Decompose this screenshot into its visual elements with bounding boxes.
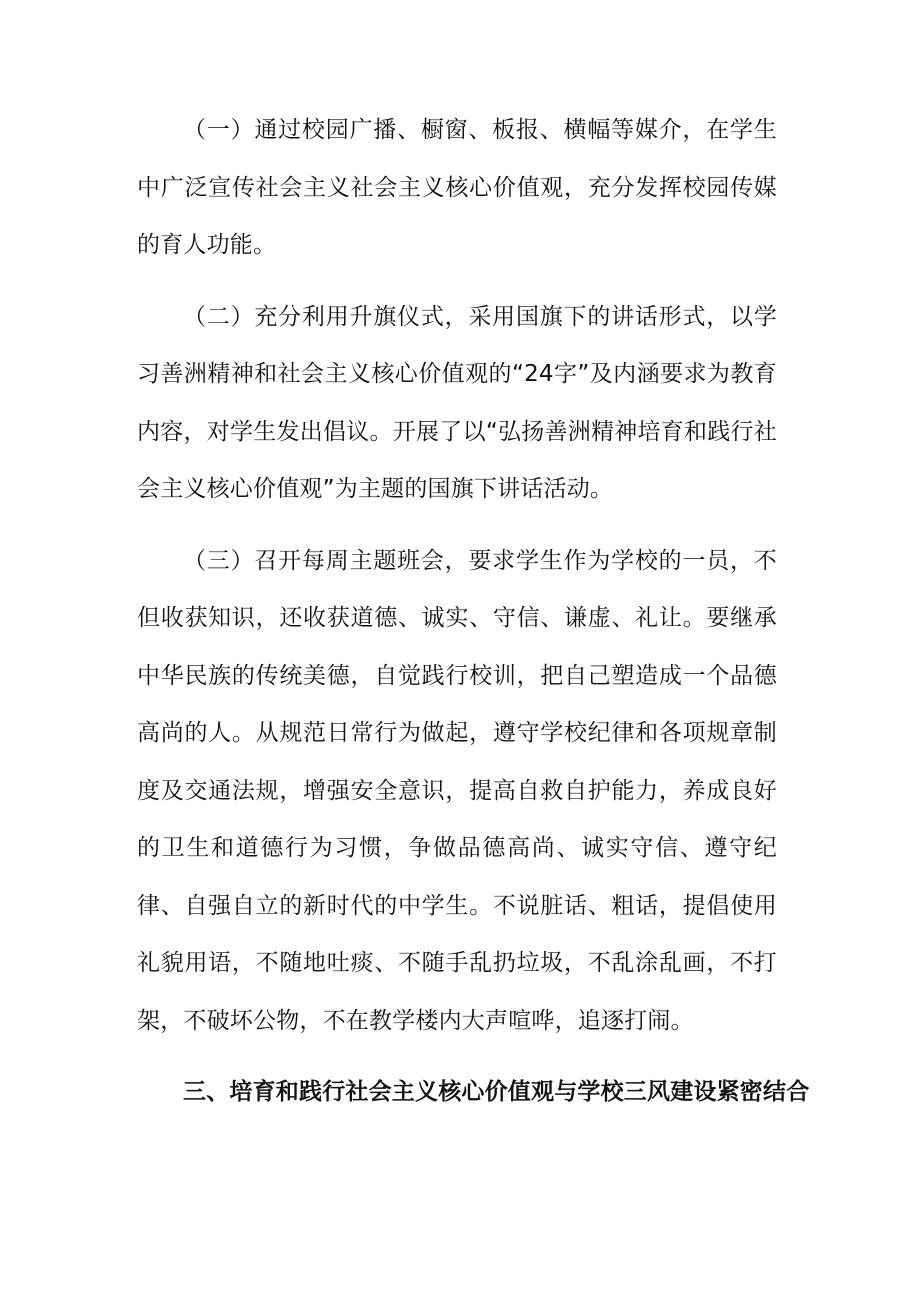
paragraph-2: （二）充分利用升旗仪式，采用国旗下的讲话形式，以学习善洲精神和社会主义核心价值观的“24字”及内涵要求为教育内容，对学生发出倡议。开展了以“弘扬善洲精神培育和践行社会主义核心价值观”为主题的国旗下讲话活动。 xyxy=(137,303,777,502)
paragraph-1: （一）通过校园广播、橱窗、板报、横幅等媒介，在学生中广泛宣传社会主义社会主义核心价值观，充分发挥校园传媒的育人功能。 xyxy=(137,117,777,258)
paragraph-3: （三）召开每周主题班会，要求学生作为学校的一员，不但收获知识，还收获道德、诚实、守信、谦虚、礼让。要继承中华民族的传统美德，自觉践行校训，把自己塑造成一个品德高尚的人。从规范日常行为做起，遵守学校纪律和各项规章制度及交通法规，增强安全意识，提高自救自护能力，养成良好的卫生和道德行为习惯，争做品德高尚、诚实守信、遵守纪律、自强自立的新时代的中学生。不说脏话、粗话，提倡使用礼貌用语，不随地吐痰、不随手乱扔垃圾，不乱涂乱画，不打架，不破坏公物，不在教学楼内大声喧哗，追逐打闹。 xyxy=(137,547,777,1034)
document-body xyxy=(137,102,810,1122)
section-heading: 三、培育和践行社会主义核心价值观与学校三风建设紧密结合 xyxy=(183,1079,810,1105)
